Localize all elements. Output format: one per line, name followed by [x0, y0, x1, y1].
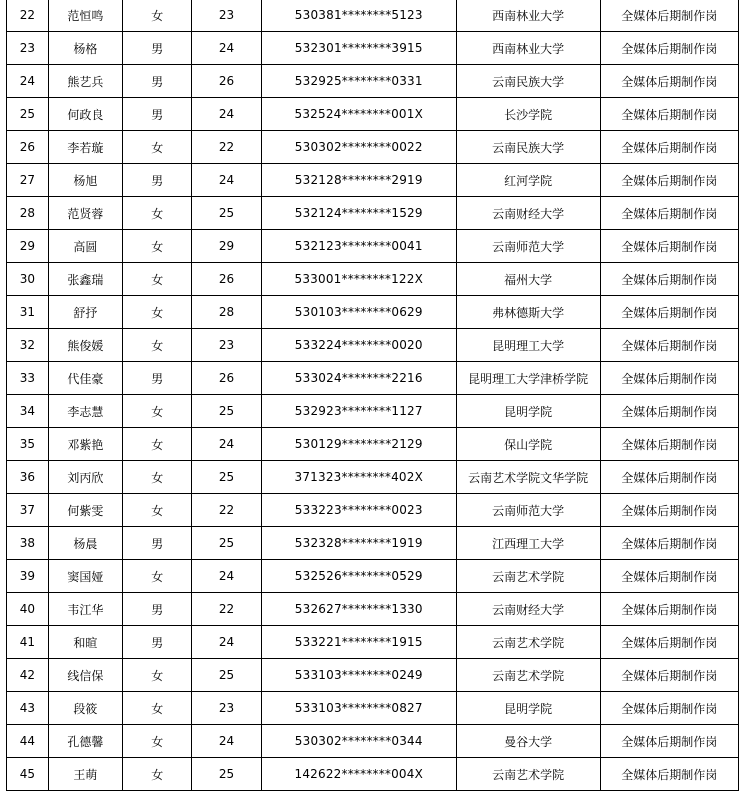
cell-age: 24: [192, 98, 261, 131]
cell-position: 全媒体后期制作岗: [600, 494, 738, 527]
cell-name: 熊艺兵: [48, 65, 123, 98]
cell-id-number: 371323********402X: [261, 461, 456, 494]
cell-school: 云南民族大学: [456, 65, 600, 98]
table-row: [7, 494, 739, 527]
table-row: [7, 626, 739, 659]
cell-school: 曼谷大学: [456, 725, 600, 758]
cell-position: 全媒体后期制作岗: [600, 527, 738, 560]
cell-name: 窦国娅: [48, 560, 123, 593]
cell-serial-number: 23: [7, 32, 49, 65]
cell-serial-number: 26: [7, 131, 49, 164]
cell-serial-number: 37: [7, 494, 49, 527]
cell-school: 保山学院: [456, 428, 600, 461]
cell-position: 全媒体后期制作岗: [600, 395, 738, 428]
cell-gender: 女: [123, 461, 192, 494]
cell-name: 张鑫瑞: [48, 263, 123, 296]
cell-position: 全媒体后期制作岗: [600, 164, 738, 197]
cell-gender: 男: [123, 164, 192, 197]
cell-name: 线信保: [48, 659, 123, 692]
cell-name: 范恒鸣: [48, 0, 123, 32]
cell-name: 何紫雯: [48, 494, 123, 527]
table-row: [7, 461, 739, 494]
cell-school: 昆明理工大学: [456, 329, 600, 362]
cell-school: 云南艺术学院: [456, 560, 600, 593]
cell-position: 全媒体后期制作岗: [600, 461, 738, 494]
cell-name: 刘丙欣: [48, 461, 123, 494]
cell-gender: 女: [123, 692, 192, 725]
cell-name: 熊俊媛: [48, 329, 123, 362]
candidate-list-sheet: [6, 0, 739, 791]
cell-id-number: 533221********1915: [261, 626, 456, 659]
cell-gender: 女: [123, 131, 192, 164]
cell-name: 代佳豪: [48, 362, 123, 395]
cell-name: 段筱: [48, 692, 123, 725]
cell-gender: 女: [123, 263, 192, 296]
table-row: [7, 164, 739, 197]
table-row: [7, 65, 739, 98]
cell-school: 云南财经大学: [456, 593, 600, 626]
cell-serial-number: 38: [7, 527, 49, 560]
cell-position: 全媒体后期制作岗: [600, 659, 738, 692]
cell-name: 李若璇: [48, 131, 123, 164]
cell-serial-number: 42: [7, 659, 49, 692]
cell-position: 全媒体后期制作岗: [600, 626, 738, 659]
cell-school: 云南艺术学院: [456, 758, 600, 791]
cell-serial-number: 30: [7, 263, 49, 296]
table-row: [7, 758, 739, 791]
cell-serial-number: 27: [7, 164, 49, 197]
cell-id-number: 532128********2919: [261, 164, 456, 197]
cell-name: 何政良: [48, 98, 123, 131]
cell-id-number: 532124********1529: [261, 197, 456, 230]
cell-position: 全媒体后期制作岗: [600, 758, 738, 791]
cell-name: 邓紫艳: [48, 428, 123, 461]
cell-gender: 女: [123, 230, 192, 263]
cell-id-number: 530129********2129: [261, 428, 456, 461]
cell-position: 全媒体后期制作岗: [600, 296, 738, 329]
cell-id-number: 530381********5123: [261, 0, 456, 32]
cell-age: 24: [192, 560, 261, 593]
table-row: [7, 692, 739, 725]
cell-serial-number: 44: [7, 725, 49, 758]
cell-age: 29: [192, 230, 261, 263]
cell-school: 福州大学: [456, 263, 600, 296]
cell-id-number: 532627********1330: [261, 593, 456, 626]
cell-age: 26: [192, 65, 261, 98]
table-row: [7, 197, 739, 230]
cell-gender: 女: [123, 560, 192, 593]
cell-name: 高圆: [48, 230, 123, 263]
cell-school: 江西理工大学: [456, 527, 600, 560]
cell-gender: 男: [123, 32, 192, 65]
cell-serial-number: 45: [7, 758, 49, 791]
cell-school: 云南师范大学: [456, 494, 600, 527]
cell-position: 全媒体后期制作岗: [600, 0, 738, 32]
cell-age: 24: [192, 626, 261, 659]
cell-serial-number: 35: [7, 428, 49, 461]
cell-position: 全媒体后期制作岗: [600, 329, 738, 362]
cell-id-number: 533103********0249: [261, 659, 456, 692]
cell-id-number: 532301********3915: [261, 32, 456, 65]
cell-position: 全媒体后期制作岗: [600, 65, 738, 98]
cell-gender: 女: [123, 428, 192, 461]
cell-gender: 女: [123, 0, 192, 32]
cell-school: 云南艺术学院文华学院: [456, 461, 600, 494]
cell-id-number: 533024********2216: [261, 362, 456, 395]
cell-age: 24: [192, 725, 261, 758]
cell-position: 全媒体后期制作岗: [600, 428, 738, 461]
cell-name: 杨格: [48, 32, 123, 65]
cell-age: 25: [192, 659, 261, 692]
cell-id-number: 530302********0022: [261, 131, 456, 164]
cell-gender: 女: [123, 329, 192, 362]
cell-serial-number: 41: [7, 626, 49, 659]
cell-position: 全媒体后期制作岗: [600, 560, 738, 593]
cell-serial-number: 43: [7, 692, 49, 725]
cell-age: 25: [192, 395, 261, 428]
cell-serial-number: 34: [7, 395, 49, 428]
table-row: [7, 395, 739, 428]
cell-age: 24: [192, 32, 261, 65]
cell-school: 云南师范大学: [456, 230, 600, 263]
table-row: [7, 32, 739, 65]
table-row: [7, 362, 739, 395]
table-row: [7, 329, 739, 362]
cell-school: 西南林业大学: [456, 32, 600, 65]
cell-gender: 男: [123, 362, 192, 395]
cell-age: 22: [192, 131, 261, 164]
cell-age: 24: [192, 164, 261, 197]
cell-age: 23: [192, 692, 261, 725]
table-row: [7, 659, 739, 692]
table-row: [7, 725, 739, 758]
cell-school: 昆明理工大学津桥学院: [456, 362, 600, 395]
cell-age: 23: [192, 329, 261, 362]
cell-position: 全媒体后期制作岗: [600, 230, 738, 263]
table-row: [7, 0, 739, 32]
cell-id-number: 532524********001X: [261, 98, 456, 131]
cell-name: 杨旭: [48, 164, 123, 197]
cell-serial-number: 25: [7, 98, 49, 131]
cell-id-number: 533001********122X: [261, 263, 456, 296]
cell-serial-number: 24: [7, 65, 49, 98]
cell-serial-number: 39: [7, 560, 49, 593]
table-row: [7, 428, 739, 461]
candidate-table-body: [7, 0, 739, 791]
cell-age: 24: [192, 428, 261, 461]
cell-id-number: 532925********0331: [261, 65, 456, 98]
table-row: [7, 131, 739, 164]
cell-id-number: 532328********1919: [261, 527, 456, 560]
table-row: [7, 230, 739, 263]
cell-id-number: 533224********0020: [261, 329, 456, 362]
cell-name: 李志慧: [48, 395, 123, 428]
cell-school: 云南艺术学院: [456, 659, 600, 692]
cell-serial-number: 40: [7, 593, 49, 626]
cell-age: 25: [192, 197, 261, 230]
cell-gender: 女: [123, 197, 192, 230]
cell-name: 韦江华: [48, 593, 123, 626]
cell-id-number: 533103********0827: [261, 692, 456, 725]
cell-school: 昆明学院: [456, 395, 600, 428]
table-row: [7, 263, 739, 296]
cell-gender: 男: [123, 626, 192, 659]
cell-serial-number: 33: [7, 362, 49, 395]
cell-id-number: 142622********004X: [261, 758, 456, 791]
cell-id-number: 533223********0023: [261, 494, 456, 527]
cell-position: 全媒体后期制作岗: [600, 593, 738, 626]
cell-school: 昆明学院: [456, 692, 600, 725]
cell-age: 23: [192, 0, 261, 32]
cell-gender: 女: [123, 494, 192, 527]
cell-serial-number: 36: [7, 461, 49, 494]
cell-position: 全媒体后期制作岗: [600, 197, 738, 230]
cell-position: 全媒体后期制作岗: [600, 263, 738, 296]
cell-id-number: 530103********0629: [261, 296, 456, 329]
cell-serial-number: 28: [7, 197, 49, 230]
cell-school: 西南林业大学: [456, 0, 600, 32]
cell-gender: 女: [123, 725, 192, 758]
cell-id-number: 532123********0041: [261, 230, 456, 263]
cell-position: 全媒体后期制作岗: [600, 98, 738, 131]
cell-position: 全媒体后期制作岗: [600, 32, 738, 65]
cell-school: 长沙学院: [456, 98, 600, 131]
cell-serial-number: 31: [7, 296, 49, 329]
cell-age: 22: [192, 494, 261, 527]
cell-name: 舒抒: [48, 296, 123, 329]
cell-gender: 女: [123, 296, 192, 329]
cell-age: 25: [192, 461, 261, 494]
cell-gender: 男: [123, 65, 192, 98]
cell-gender: 男: [123, 98, 192, 131]
cell-gender: 男: [123, 593, 192, 626]
cell-age: 26: [192, 263, 261, 296]
cell-gender: 女: [123, 395, 192, 428]
cell-name: 孔德馨: [48, 725, 123, 758]
cell-gender: 女: [123, 659, 192, 692]
cell-serial-number: 22: [7, 0, 49, 32]
table-row: [7, 527, 739, 560]
cell-serial-number: 32: [7, 329, 49, 362]
cell-school: 弗林德斯大学: [456, 296, 600, 329]
cell-school: 云南财经大学: [456, 197, 600, 230]
cell-age: 25: [192, 527, 261, 560]
candidate-table: [6, 0, 739, 791]
cell-id-number: 532923********1127: [261, 395, 456, 428]
table-row: [7, 593, 739, 626]
cell-school: 红河学院: [456, 164, 600, 197]
cell-id-number: 530302********0344: [261, 725, 456, 758]
cell-position: 全媒体后期制作岗: [600, 725, 738, 758]
table-row: [7, 98, 739, 131]
cell-name: 王萌: [48, 758, 123, 791]
cell-school: 云南民族大学: [456, 131, 600, 164]
table-row: [7, 296, 739, 329]
cell-position: 全媒体后期制作岗: [600, 362, 738, 395]
cell-age: 28: [192, 296, 261, 329]
cell-name: 和暄: [48, 626, 123, 659]
cell-gender: 男: [123, 527, 192, 560]
cell-school: 云南艺术学院: [456, 626, 600, 659]
cell-id-number: 532526********0529: [261, 560, 456, 593]
cell-gender: 女: [123, 758, 192, 791]
cell-name: 范贤蓉: [48, 197, 123, 230]
cell-position: 全媒体后期制作岗: [600, 131, 738, 164]
cell-age: 25: [192, 758, 261, 791]
table-row: [7, 560, 739, 593]
cell-age: 22: [192, 593, 261, 626]
cell-name: 杨晨: [48, 527, 123, 560]
cell-age: 26: [192, 362, 261, 395]
cell-position: 全媒体后期制作岗: [600, 692, 738, 725]
cell-serial-number: 29: [7, 230, 49, 263]
